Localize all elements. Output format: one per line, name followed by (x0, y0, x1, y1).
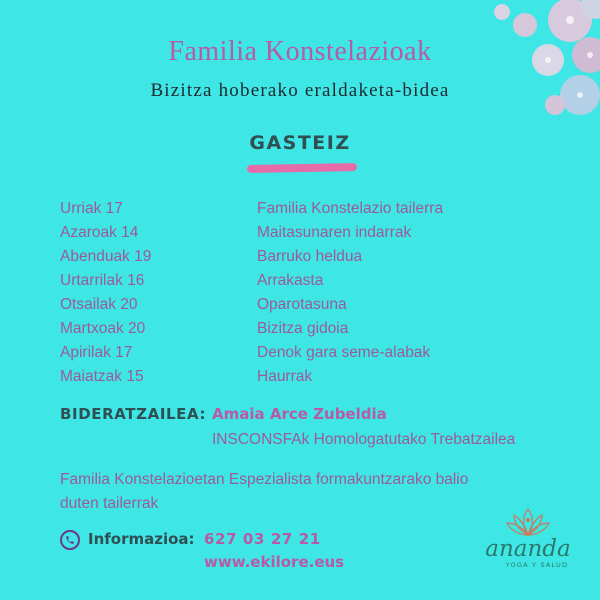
schedule-date: Abenduak 19 (60, 248, 152, 265)
schedule-row (60, 245, 520, 269)
website-link[interactable]: www.ekilore.eus (204, 553, 345, 571)
info-label: Informazioa: (88, 530, 195, 548)
schedule-date: Martxoak 20 (60, 320, 146, 337)
schedule-topic: Haurrak (257, 368, 313, 385)
schedule-topic: Arrakasta (257, 272, 324, 289)
facilitator-name: Amaia Arce Zubeldia (212, 405, 387, 423)
schedule-row (60, 365, 520, 389)
facilitator-label: BIDERATZAILEA: (60, 405, 207, 423)
logo-tagline: YOGA Y SALUD (505, 561, 569, 569)
schedule-row (60, 269, 520, 293)
schedule-date: Urtarrilak 16 (60, 272, 145, 289)
schedule-row (60, 197, 520, 221)
description-text: Familia Konstelazioetan Espezialista formakuntzarako balio duten tailerrak (60, 471, 469, 512)
page-title: Familia Konstelazioak (168, 36, 432, 67)
schedule-topic: Maitasunaren indarrak (257, 224, 412, 241)
schedule-date: Otsailak 20 (60, 296, 138, 313)
city-heading: GASTEIZ (249, 132, 351, 154)
schedule-date: Azaroak 14 (60, 224, 139, 241)
schedule-topic: Denok gara seme-alabak (257, 344, 431, 361)
schedule-row (60, 341, 520, 365)
schedule-date: Maiatzak 15 (60, 368, 144, 385)
logo-name: ananda (485, 536, 571, 562)
phone-icon (60, 530, 80, 550)
ananda-logo (478, 505, 578, 590)
schedule-topic: Bizitza gidoia (257, 320, 349, 337)
lotus-icon (504, 505, 552, 539)
schedule-row (60, 221, 520, 245)
phone-number[interactable]: 627 03 27 21 (204, 530, 321, 548)
schedule-topic: Oparotasuna (257, 296, 347, 313)
city-underline (247, 163, 357, 173)
schedule-date: Apirilak 17 (60, 344, 133, 361)
schedule-row (60, 317, 520, 341)
schedule-date: Urriak 17 (60, 200, 123, 217)
schedule-topic: Barruko heldua (257, 248, 363, 265)
schedule-row (60, 293, 520, 317)
facilitator-role: INSCONSFAk Homologatutako Trebatzailea (212, 431, 516, 448)
page-subtitle: Bizitza hoberako eraldaketa-bidea (150, 80, 450, 101)
schedule-topic: Familia Konstelazio tailerra (257, 200, 444, 217)
schedule-list (60, 197, 520, 389)
